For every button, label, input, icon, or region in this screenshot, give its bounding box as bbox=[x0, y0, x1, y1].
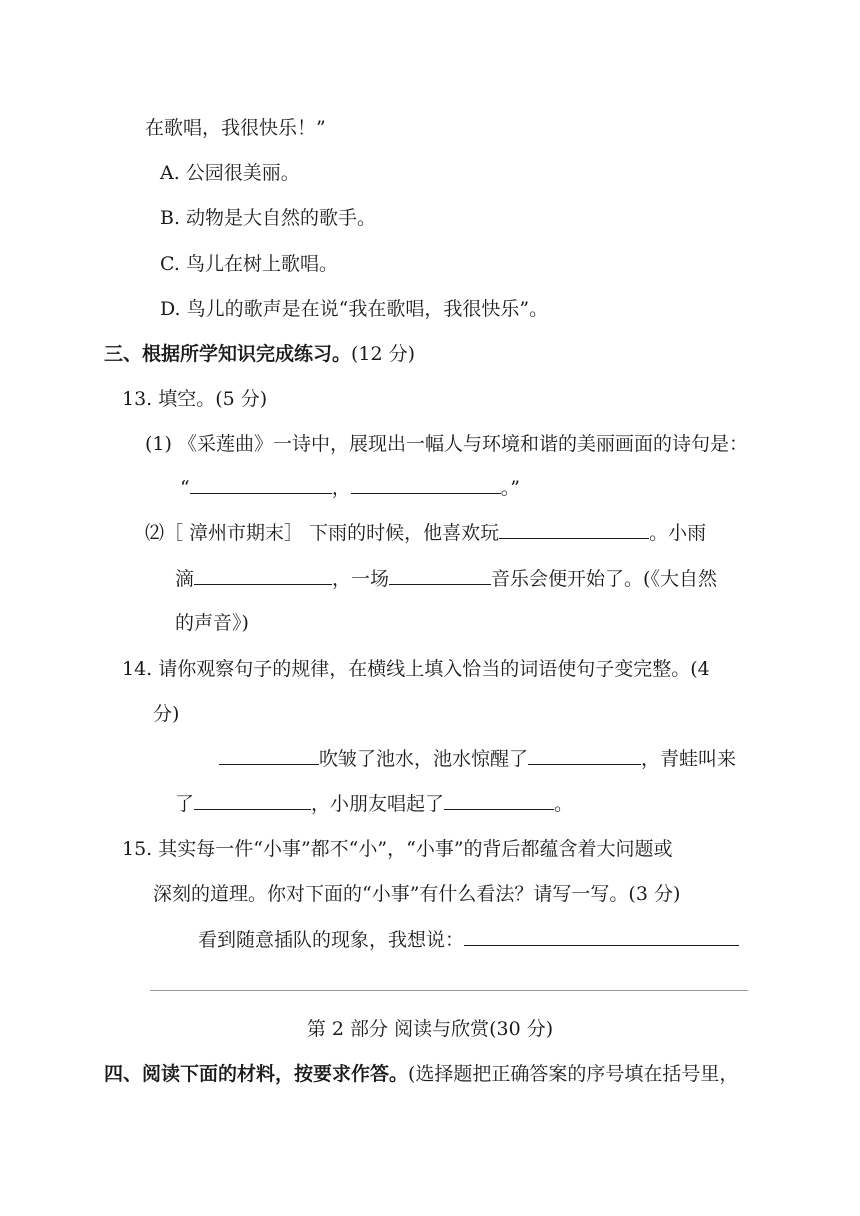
section-4-heading bbox=[104, 1061, 738, 1087]
q13-part2-text-a: ⑵［ 漳州市期末］ 下雨的时候，他喜欢玩 bbox=[145, 522, 500, 544]
q13-part2-line3: 的声音》) bbox=[175, 612, 249, 634]
q15-line1: 15. 其实每一件“小事”都不“小”，“小事”的背后都蕴含着大问题或 bbox=[122, 838, 673, 860]
section-3-title: 三、根据所学知识完成练习。 bbox=[104, 343, 352, 365]
q12-option-c: C. 鸟儿在树上歌唱。 bbox=[160, 253, 338, 275]
q12-option-a: A. 公园很美丽。 bbox=[160, 162, 300, 184]
q14-title-line1: 14. 请你观察句子的规律，在横线上填入恰当的词语使句子变完整。(4 bbox=[122, 658, 710, 680]
q13-part2-text-d: ，一场 bbox=[332, 568, 390, 590]
q13-part2-text-e: 音乐会便开始了。(《大自然 bbox=[491, 568, 717, 590]
q12-option-b: B. 动物是大自然的歌手。 bbox=[160, 207, 377, 229]
section-3-heading bbox=[104, 341, 415, 367]
section-4-note: (选择题把正确答案的序号填在括号里， bbox=[408, 1063, 739, 1085]
q15-answer-blank[interactable] bbox=[464, 927, 739, 946]
q15-line2: 深刻的道理。你对下面的“小事”有什么看法？请写一写。(3 分) bbox=[153, 883, 681, 905]
q13-part2-line1 bbox=[145, 520, 706, 546]
q14-blank-2[interactable] bbox=[528, 746, 641, 765]
q12-stem-tail: 在歌唱，我很快乐！” bbox=[145, 117, 326, 139]
q15-answer-line bbox=[198, 927, 739, 953]
q14-text-b: ，青蛙叫来 bbox=[641, 748, 737, 770]
q14-text-c: 了 bbox=[175, 793, 195, 815]
q15-prompt: 看到随意插队的现象，我想说： bbox=[198, 929, 465, 951]
q13-part1-prompt: (1) 《采莲曲》一诗中，展现出一幅人与环境和谐的美丽画面的诗句是： bbox=[145, 433, 748, 455]
section-4-title: 四、阅读下面的材料，按要求作答。 bbox=[104, 1063, 409, 1085]
q13-part2-text-b: 。小雨 bbox=[649, 522, 707, 544]
open-quote: “ bbox=[180, 477, 190, 499]
q13-blank-2[interactable] bbox=[351, 475, 501, 494]
q14-text-a: 吹皱了池水，池水惊醒了 bbox=[319, 748, 529, 770]
q14-sentence-line1 bbox=[219, 746, 736, 772]
q14-blank-4[interactable] bbox=[444, 791, 554, 810]
close-quote: 。” bbox=[500, 477, 520, 499]
q13-part2-text-c: 滴 bbox=[175, 568, 195, 590]
q14-text-e: 。 bbox=[554, 793, 574, 815]
part-2-title: 第 2 部分 阅读与欣赏(30 分) bbox=[306, 1018, 554, 1040]
q12-option-d: D. 鸟儿的歌声是在说“我在歌唱，我很快乐”。 bbox=[160, 298, 549, 320]
q13-part2-line2 bbox=[175, 566, 717, 592]
q15-answer-rule[interactable] bbox=[150, 990, 748, 991]
q13-title: 13. 填空。(5 分) bbox=[122, 388, 268, 410]
q13-blank-4[interactable] bbox=[194, 566, 332, 585]
q13-part1-answer-line bbox=[180, 475, 520, 501]
q13-blank-1[interactable] bbox=[190, 475, 332, 494]
comma: ， bbox=[331, 477, 351, 499]
q14-blank-3[interactable] bbox=[194, 791, 311, 810]
q14-sentence-line2 bbox=[175, 791, 573, 817]
q14-text-d: ，小朋友唱起了 bbox=[311, 793, 445, 815]
q13-blank-3[interactable] bbox=[499, 520, 649, 539]
q14-blank-1[interactable] bbox=[219, 746, 319, 765]
q13-blank-5[interactable] bbox=[389, 566, 491, 585]
section-3-score: (12 分) bbox=[351, 343, 416, 365]
q14-title-line2: 分) bbox=[153, 703, 180, 725]
